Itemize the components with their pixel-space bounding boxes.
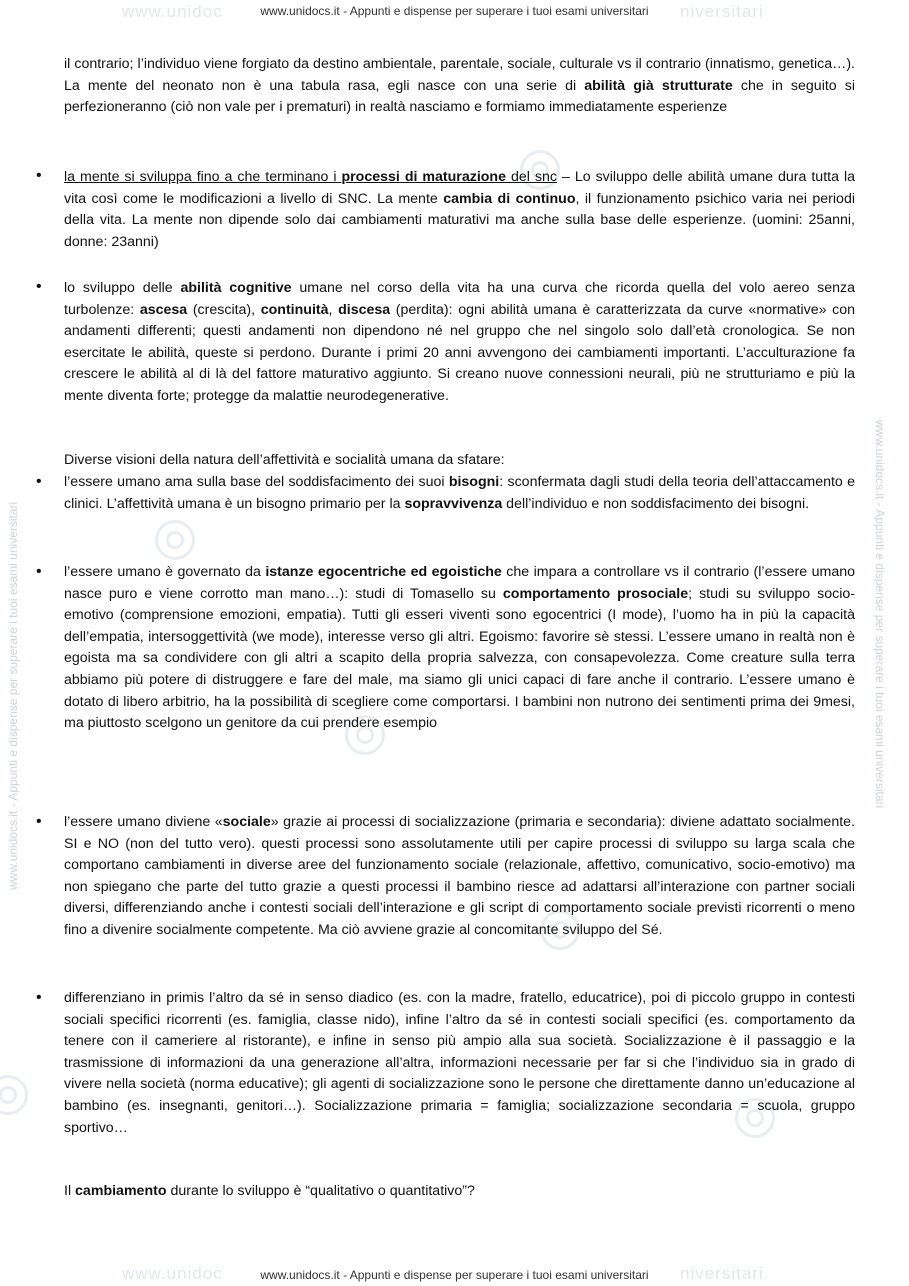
text-run: ; studi su sviluppo socio-emotivo (comprensione emozioni, empatia). Tutti gli esseri viventi sono egocentrici (I mode), l’uomo ha in più la capacità dell’empatia, intersoggettività (we mode), interesse verso gli altri. Egoismo: favorire sè stessi. L’essere umano in realtà non è egoista ma sa condividere con gli altri a scapito della propria salvezza, con consapevolezza. Come creature sulla terra abbiamo più potere di distruggere e fare del male, ma siamo gli unici capaci di fare anche il contrario. L’essere umano è dotato di libero arbitrio, ha la possibilità di scegliere come comportarsi. I bambini non nutrono dei sentimenti prima dei 9mesi, ma piuttosto scelgono un genitore da cui prendere esempio [64, 585, 855, 732]
text-run: ascesa [139, 301, 188, 318]
paragraph-8 [64, 1181, 855, 1203]
text-run: istanze egocentriche ed egoistiche [265, 564, 502, 580]
side-watermark-right: www.unidocs.it - Appunti e dispense per superare i tuoi esami universitari [873, 420, 887, 809]
page-header: www.unidocs.it - Appunti e dispense per superare i tuoi esami universitari [260, 4, 649, 18]
paragraph-3 [64, 450, 855, 472]
text-run: , il funzionamento psichico varia nei periodi della vita. La mente non dipende solo dai cambiamenti maturativi ma anche sulla base delle esperienze. (uomini: 25anni, donne: 23anni) [64, 190, 855, 250]
text-run: cambia di continuo [443, 190, 576, 207]
bullet-icon: • [36, 473, 42, 490]
text-run: Il [64, 1183, 76, 1199]
text-run: sociale [222, 814, 271, 830]
text-run: discesa [338, 301, 391, 318]
text-run: – Lo sviluppo delle abilità umane dura tutta la vita così come le modificazioni a livello di SNC. La mente [64, 169, 855, 207]
paragraph-1 [64, 167, 855, 253]
watermark-logo-icon [155, 520, 195, 560]
text-run: umane nel corso della vita ha una curva che ricorda quella del volo aereo senza turbolenze: [64, 280, 855, 318]
watermark-faded-left: www.unidoc [122, 2, 223, 21]
text-run: abilità già strutturate [584, 77, 733, 94]
watermark-logo-icon [0, 1075, 28, 1115]
text-run: (perdita): ogni abilità umana è caratterizzata da curve «normative» con andamenti differenti; questi andamenti non dipendono né nel gruppo che nel singolo solo dall’età cronologica. Se non esercitate le abilità, queste si perdono. Durante i primi 20 anni avvengono dei cambiamenti importanti. L’acculturazione fa crescere le abilità al di là del fattore maturativo aggiunto. Si creano nuove connessioni neurali, più ne strutturiamo e più la mente diventa forte; protegge da malattie neurodegenerative. [64, 301, 856, 404]
text-run: » grazie ai processi di socializzazione (primaria e secondaria): diviene adattato socialmente. SI e NO (non del tutto vero). questi processi sono assolutamente utili per capire processi di sviluppo su larga scala che comportano cambiamenti in diverse aree del funzionamento sociale (relazionale, affettivo, comunicativo, socio-emotivo) ma non spiegano che parte del tutto grazie a questi processi il bambino riesce ad adattarsi all’interazione con partner sociali diversi, differenziando anche i contesti sociali dell’interazione e gli script di comportamento sociale previsti ricorrenti o meno fino a divenire socialmente competente. Ma ciò avviene grazie al concomitante sviluppo del Sé. [64, 814, 855, 938]
text-run: comportamento prosociale [502, 585, 689, 602]
paragraph-7 [64, 988, 855, 1139]
bullet-icon: • [36, 563, 42, 580]
side-watermark-left: www.unidocs.it - Appunti e dispense per superare i tuoi esami universitari [6, 501, 20, 890]
text-run: sopravvivenza [404, 495, 503, 512]
paragraph-6 [64, 812, 855, 942]
watermark-faded-left-footer: www.unidoc [122, 1264, 223, 1283]
text-run: bisogni [448, 474, 500, 490]
bullet-icon: • [36, 278, 42, 295]
text-run: il contrario; l’individuo viene forgiato da destino ambientale, parentale, sociale, culturale vs il contrario (innatismo, genetica…). La mente del neonato non è una tabula rasa, egli nasce con una serie di [64, 56, 855, 94]
paragraph-2 [64, 278, 855, 408]
page-footer: www.unidocs.it - Appunti e dispense per superare i tuoi esami universitari [260, 1268, 649, 1282]
text-run: durante lo sviluppo è “qualitativo o quantitativo”? [166, 1183, 475, 1199]
text-run: continuità [260, 301, 329, 318]
paragraph-0 [64, 54, 855, 119]
text-run: l’essere umano è governato da [64, 564, 266, 580]
text-run: la mente si sviluppa fino a che terminano i [64, 169, 342, 185]
text-run: l’essere umano ama sulla base del soddisfacimento dei suoi [64, 474, 449, 490]
text-run: l’essere umano diviene « [64, 814, 223, 830]
text-run: processi di maturazione [341, 169, 506, 185]
text-run: lo sviluppo delle [64, 280, 181, 296]
bullet-icon: • [36, 167, 42, 184]
text-run: : sconfermata dagli studi della teoria dell’attaccamento e clinici. L’affettività umana è un bisogno primario per la [64, 474, 855, 512]
text-run: dell’individuo e non soddisfacimento dei bisogni. [502, 495, 810, 512]
watermark-faded-right: niversitari [680, 2, 764, 21]
text-run: abilità cognitive [180, 280, 292, 296]
text-run: che impara a controllare vs il contrario (l’essere umano nasce puro e viene corrotto man mano…): studi di Tomasello su [64, 564, 855, 602]
text-run: del snc [505, 169, 557, 185]
text-run: cambiamento [75, 1183, 167, 1199]
text-run: differenziano in primis l’altro da sé in senso diadico (es. con la madre, fratello, educatrice), poi di piccolo gruppo in contesti sociali specifici ricorrenti (es. famiglia, classe nido), infine l’altro da sé in contesti sociali specifici (es. comportamento da tenere con il cameriere al ristorante), e infine in senso più ampio alla sua società. Socializzazione è il passaggio e la trasmissione di informazioni da una generazione all’altra, informazioni necessarie per far si che l’individuo sia in grado di vivere nella società (norma educative); gli agenti di socializzazione sono le persone che direttamente danno un’educazione al bambino (es. insegnanti, genitori…). Socializzazione primaria = famiglia; socializzazione secondaria = scuola, gruppo sportivo… [64, 990, 855, 1136]
paragraph-4 [64, 472, 855, 515]
text-run: Diverse visioni della natura dell’affettività e socialità umana da sfatare: [64, 452, 505, 468]
text-run: che in seguito si perfezioneranno (ciò non vale per i prematuri) in realtà nasciamo e formiamo immediatamente esperienze [64, 77, 855, 116]
watermark-faded-right-footer: niversitari [680, 1264, 764, 1283]
bullet-icon: • [36, 813, 42, 830]
text-run: , [328, 301, 339, 318]
bullet-icon: • [36, 989, 42, 1006]
text-run: (crescita), [187, 301, 261, 318]
paragraph-5 [64, 562, 855, 735]
